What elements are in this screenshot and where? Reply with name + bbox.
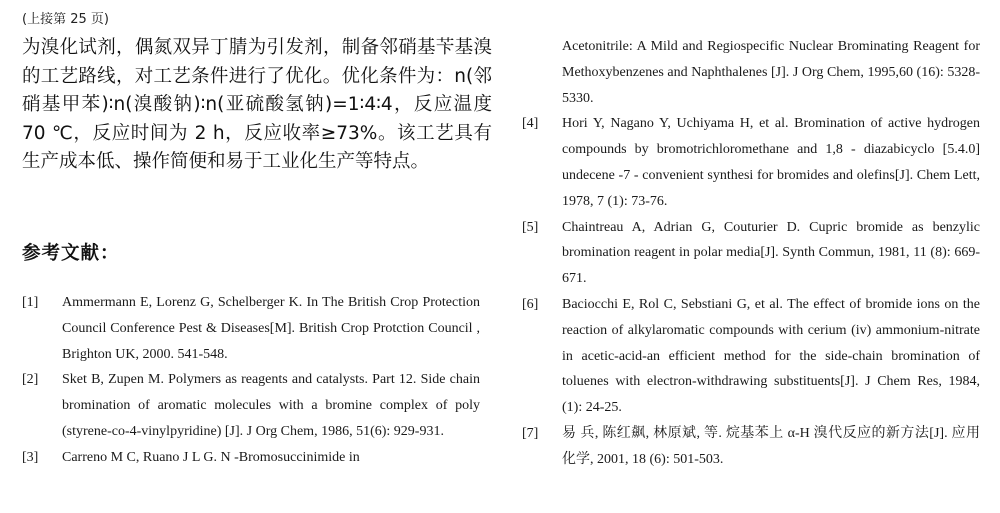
reference-text: Sket B, Zupen M. Polymers as reagents and catalysts. Part 12. Side chain bromination of aromatic molecules with a bromine complex of poly (styrene-co-4-vinylpyridine) [J]. J Org Chem, 1986, 51(6): 929-931. — [62, 372, 480, 439]
reference-text: Hori Y, Nagano Y, Uchiyama H, et al. Bromination of active hydrogen compounds by bromotrichloromethane and 1,8 - diazabicyclo [5.4.0] undecene -7 - convenient synthesi for bromides and olefins[J]. Chem Lett, 1978, 7 (1): 73-76. — [562, 116, 980, 209]
reference-text: Baciocchi E, Rol C, Sebstiani G, et al. The effect of bromide ions on the reaction of alkylaromatic compounds with cerium (iv) ammonium-nitrate in acetic-acid-an efficient method for the side-chain bromination of toluenes with electron-withdrawing substituents[J]. J Chem Res, 1984, (1): 24-25. — [562, 296, 980, 416]
reference-number: [5] — [522, 219, 539, 235]
reference-item — [22, 445, 480, 471]
reference-number: [6] — [522, 296, 539, 312]
reference-text: Chaintreau A, Adrian G, Couturier D. Cupric bromide as benzylic bromination reagent in polar media[J]. Synth Commun, 1981, 11 (8): 669-671. — [562, 219, 980, 287]
reference-item — [522, 215, 980, 292]
reference-number: [2] — [22, 372, 39, 388]
reference-item — [522, 421, 980, 473]
references-left-column — [22, 290, 480, 471]
reference-item — [22, 290, 480, 367]
continuation-note: (上接第 25 页) — [22, 12, 109, 27]
reference-text: Ammermann E, Lorenz G, Schelberger K. In The British Crop Protection Council Conference Pest & Diseases[M]. British Crop Protction Council , Brighton UK, 2000. 541-548. — [62, 295, 480, 362]
reference-item — [522, 111, 980, 214]
reference-item — [22, 367, 480, 444]
reference-number: [4] — [522, 116, 539, 132]
references-right-column — [522, 34, 980, 473]
reference-number: [1] — [22, 295, 39, 310]
reference-number: [7] — [522, 425, 539, 441]
reference-text: Acetonitrile: A Mild and Regiospecific Nuclear Brominating Reagent for Methoxybenzenes and Naphthalenes [J]. J Org Chem, 1995,60 (16): 5328-5330. — [562, 39, 980, 106]
reference-text: Carreno M C, Ruano J L G. N -Bromosuccinimide in — [62, 449, 360, 465]
reference-item-continued — [522, 34, 980, 111]
reference-number: [3] — [22, 449, 39, 465]
conclusion-paragraph — [22, 34, 492, 177]
conclusion-text: 为溴化试剂，偶氮双异丁腈为引发剂，制备邻硝基苄基溴的工艺路线，对工艺条件进行了优化。优化条件为：n(邻硝基甲苯)∶n(溴酸钠)∶n(亚硫酸氢钠)=1∶4∶4，反应温度 70 ℃，反应时间为 2 h，反应收率≥73%。该工艺具有生产成本低、操作简便和易于工业化生产等特点。 — [22, 37, 492, 172]
reference-text: 易 兵, 陈红飙, 林原斌, 等. 烷基苯上 α-H 溴代反应的新方法[J]. 应用化学, 2001, 18 (6): 501-503. — [562, 425, 980, 467]
references-heading: 参考文献： — [22, 243, 120, 264]
reference-item — [522, 292, 980, 421]
